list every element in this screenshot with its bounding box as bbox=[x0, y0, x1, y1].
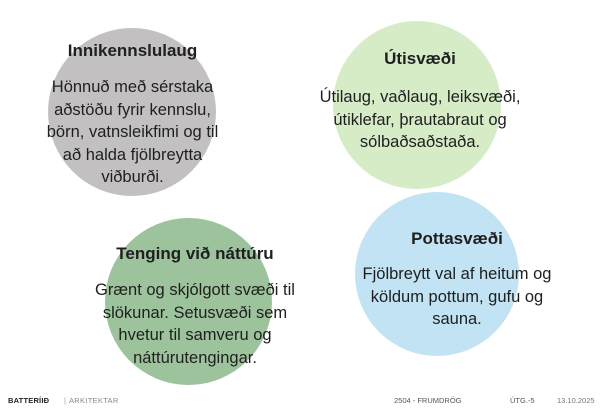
brand-separator: | bbox=[64, 396, 66, 405]
pottasvaedi-title: Pottasvæði bbox=[411, 229, 503, 248]
page-footer bbox=[0, 394, 605, 408]
tenging-block bbox=[80, 244, 310, 369]
innikennslulaug-text: Hönnuð með sérstaka aðstöðu fyrir kennslu, börn, vatnsleikfimi og til að halda fjölbreytta viðburði. bbox=[46, 78, 219, 186]
version-label: ÚTG.-5 bbox=[510, 396, 535, 405]
tenging-title: Tenging við náttúru bbox=[116, 244, 274, 263]
innikennslulaug-title: Innikennslulaug bbox=[67, 41, 198, 60]
brand-logo: BATTERÍIÐ bbox=[8, 396, 50, 405]
pottasvaedi-text: Fjölbreytt val af heitum og köldum pottum, gufu og sauna. bbox=[362, 265, 552, 328]
innikennslulaug-block bbox=[40, 41, 225, 189]
utisvaedi-block bbox=[305, 49, 535, 154]
utisvaedi-text: Útilaug, vaðlaug, leiksvæði, útiklefar, þrautabraut og sólbaðsaðstaða. bbox=[319, 88, 521, 151]
date-label: 13.10.2025 bbox=[557, 396, 595, 405]
utisvaedi-title: Útisvæði bbox=[384, 49, 456, 68]
pottasvaedi-block bbox=[352, 229, 562, 331]
brand-subtitle: ARKITEKTAR bbox=[69, 396, 119, 405]
project-label: 2504 - FRUMDRÖG bbox=[394, 396, 462, 405]
tenging-text: Grænt og skjólgott svæði til slökunar. Setusvæði sem hvetur til samveru og náttúrutengingar. bbox=[95, 281, 295, 367]
